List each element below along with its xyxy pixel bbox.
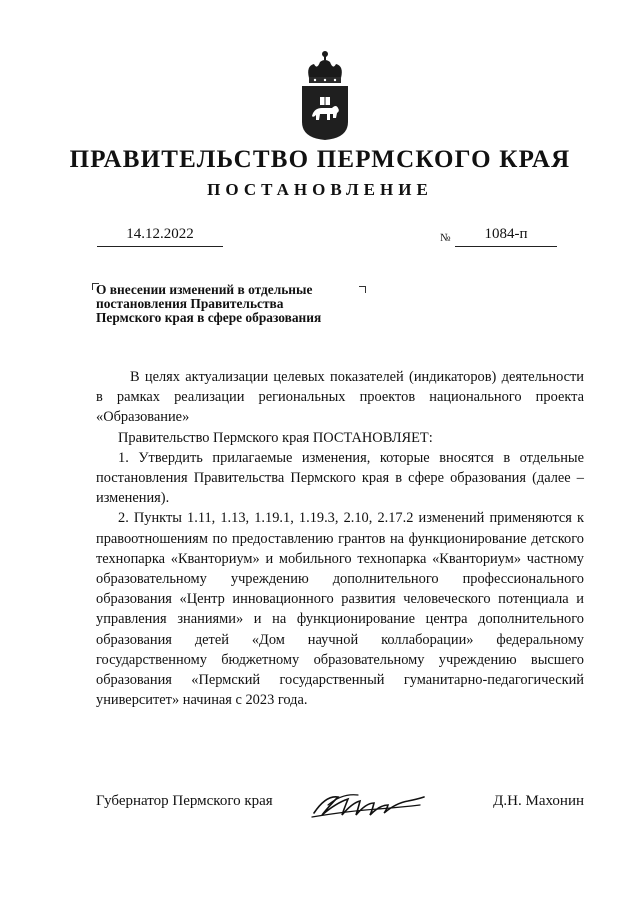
subject-line: Пермского края в сфере образования (96, 310, 322, 325)
signer-position: Губернатор Пермского края (96, 793, 273, 809)
document-subject (96, 283, 321, 325)
number-label: № (440, 232, 451, 244)
subject-line: О внесении изменений в отдельные (96, 282, 313, 297)
document-number: 1084-п (455, 226, 557, 247)
clause-2-paragraph: 2. Пункты 1.11, 1.13, 1.19.1, 1.19.3, 2.10, 2.17.2 изменений применяются к правоотношениям по предоставлению грантов на функционирование детского технопарка «Кванториум» и мобильного технопарка «Кванториум» частному образовательному учреждению дополнительного профессионального образования «Центр инновационного развития человеческого потенциала и управления знаниями» и на функционирование центра дополнительного образования детей «Дом научной коллаборации» федеральному государственному бюджетному образовательному учреждению высшего образования «Пермский государственный гуманитарно-педагогический университет» начиная с 2023 года. (96, 510, 584, 709)
shield-icon (302, 86, 348, 140)
document-date: 14.12.2022 (97, 226, 223, 247)
signature-block (96, 793, 584, 833)
document-body (96, 367, 584, 710)
document-type: ПОСТАНОВЛЕНИЕ (207, 180, 433, 199)
subject-corner-mark-right (359, 286, 366, 293)
government-name: ПРАВИТЕЛЬСТВО ПЕРМСКОГО КРАЯ (69, 146, 571, 173)
signer-name: Д.Н. Махонин (493, 793, 584, 809)
clause-1-paragraph: 1. Утвердить прилагаемые изменения, которые вносятся в отдельные постановления Правительства Пермского края в сфере образования (далее – изменения). (96, 449, 584, 507)
subject-line: постановления Правительства (96, 296, 284, 311)
resolves-paragraph: Правительство Пермского края ПОСТАНОВЛЯЕТ: (118, 429, 433, 446)
coat-of-arms-icon (300, 48, 350, 142)
preamble-paragraph: В целях актуализации целевых показателей (индикаторов) деятельности в рамках реализации региональных проектов национального проекта «Образование» (96, 369, 584, 426)
handwritten-signature (308, 785, 428, 823)
crown-icon (308, 51, 342, 83)
